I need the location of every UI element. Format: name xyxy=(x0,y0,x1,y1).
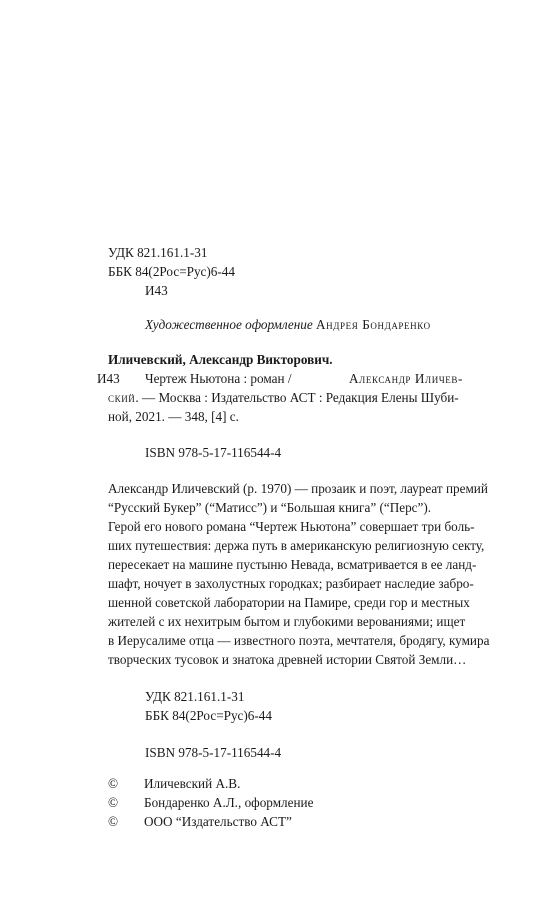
design-credit-label: Художественное оформление xyxy=(145,317,313,332)
copyright-line-2 xyxy=(108,794,313,812)
annotation-line-4: ших путешествия: держа путь в американскую религиозную секту, xyxy=(108,538,485,553)
author-mark-top: И43 xyxy=(145,283,168,298)
annotation-line-10: творческих тусовок и знатока древней истории Святой Земли… xyxy=(108,652,467,667)
bibliographic-author-cont: ский xyxy=(108,390,136,405)
design-credit xyxy=(145,316,431,334)
bibliographic-author: Александр Иличев- xyxy=(349,371,463,386)
bibliographic-heading: Иличевский, Александр Викторович. xyxy=(108,352,333,367)
copyright-symbol: © xyxy=(108,795,119,810)
copyright-line-1 xyxy=(108,775,240,793)
bbk-code-bottom: ББК 84(2Рос=Рус)6-44 xyxy=(145,708,272,723)
bbk-code-top: ББК 84(2Рос=Рус)6-44 xyxy=(108,264,235,279)
annotation-line-1: Александр Иличевский (р. 1970) — прозаик и поэт, лауреат премий xyxy=(108,481,488,496)
isbn-bottom: ISBN 978-5-17-116544-4 xyxy=(145,745,282,760)
annotation-line-9: в Иерусалиме отца — известного поэта, мечтателя, бродягу, кумира xyxy=(108,633,490,648)
annotation-line-7: шенной советской лаборатории на Памире, среди гор и местных xyxy=(108,595,470,610)
copyright-symbol: © xyxy=(108,776,119,791)
copyright-symbol: © xyxy=(108,814,119,829)
annotation-line-2: “Русский Букер” (“Матисс”) и “Большая книга” (“Перс”). xyxy=(108,500,432,515)
design-credit-name: Андрея Бондаренко xyxy=(316,317,431,332)
copyright-holder: Бондаренко А.Л., оформление xyxy=(144,795,314,810)
annotation-line-8: жителей с их нехитрым бытом и глубокими верованиями; ищет xyxy=(108,614,466,629)
copyright-holder: Иличевский А.В. xyxy=(144,776,241,791)
copyright-line-3 xyxy=(108,813,292,831)
isbn-top: ISBN 978-5-17-116544-4 xyxy=(145,445,282,460)
bibliographic-publisher: . — Москва : Издательство АСТ : Редакция Елены Шуби- xyxy=(135,390,459,405)
author-mark: И43 xyxy=(97,371,120,386)
bibliographic-line-2 xyxy=(108,389,459,407)
udk-code-bottom: УДК 821.161.1-31 xyxy=(145,689,245,704)
bibliographic-line-1 xyxy=(145,370,463,388)
udk-code-top: УДК 821.161.1-31 xyxy=(108,245,208,260)
bibliographic-title: Чертеж Ньютона : роман / xyxy=(145,371,295,386)
annotation-line-3: Герой его нового романа “Чертеж Ньютона” совершает три боль- xyxy=(108,519,475,534)
annotation-line-6: шафт, ночует в захолустных городках; разбирает наследие забро- xyxy=(108,576,474,591)
copyright-holder: ООО “Издательство АСТ” xyxy=(144,814,292,829)
bibliographic-line-3: ной, 2021. — 348, [4] с. xyxy=(108,409,239,424)
annotation-line-5: пересекает на машине пустыню Невада, всматривается в ее ланд- xyxy=(108,557,477,572)
